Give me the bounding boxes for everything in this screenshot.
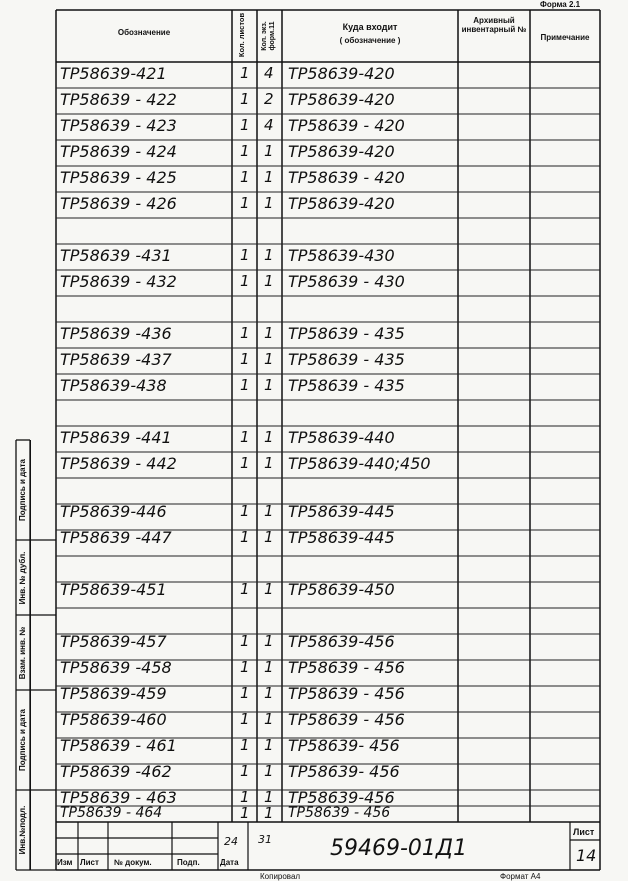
row-sheets-count: 1 (240, 788, 250, 806)
row-designation: ТР58639 -458 (60, 658, 172, 677)
row-where-used: ТР58639-440;450 (288, 454, 431, 473)
row-copies-count: 2 (264, 90, 274, 108)
row-designation: ТР58639 -436 (60, 324, 172, 343)
side-original-inv-number: Инв.№подл. (16, 790, 31, 870)
row-where-used: ТР58639 - 456 (288, 658, 405, 677)
row-designation: ТР58639 -431 (60, 246, 172, 265)
row-where-used: ТР58639-445 (288, 502, 395, 521)
row-designation: ТР58639 -441 (60, 428, 172, 447)
row-where-used: ТР58639-456 (288, 632, 395, 651)
row-where-used: ТР58639 - 456 (288, 684, 405, 703)
row-copies-count: 1 (264, 762, 274, 780)
row-copies-count: 1 (264, 804, 274, 822)
row-designation: ТР58639 -437 (60, 350, 172, 369)
header-designation: Обозначение (117, 28, 171, 37)
format-label: Формат А4 (500, 872, 541, 881)
row-where-used: ТР58639 - 435 (288, 376, 405, 395)
row-designation: ТР58639 - 426 (60, 194, 177, 213)
row-sheets-count: 1 (240, 710, 250, 728)
row-where-used: ТР58639-420 (288, 90, 395, 109)
row-copies-count: 1 (264, 246, 274, 264)
copied-label: Копировал (260, 872, 301, 881)
row-where-used: ТР58639-450 (288, 580, 395, 599)
row-sheets-count: 1 (240, 632, 250, 650)
row-where-used: ТР58639 - 456 (288, 710, 405, 729)
side-replaced-inv-number: Взам. инв. № (16, 615, 31, 690)
row-designation: ТР58639 -462 (60, 762, 172, 781)
tb-col-signature: Подп. (177, 858, 200, 867)
row-sheets-count: 1 (240, 168, 250, 186)
row-where-used: ТР58639 - 420 (288, 168, 405, 187)
row-copies-count: 1 (264, 272, 274, 290)
row-copies-count: 1 (264, 710, 274, 728)
side-signature-date: Подпись и дата (16, 440, 31, 540)
tb-mark-2: 31 (258, 833, 272, 846)
row-sheets-count: 1 (240, 194, 250, 212)
tb-col-date: Дата (220, 858, 239, 867)
header-where-used-sub: ( обозначение ) (339, 36, 401, 45)
row-copies-count: 1 (264, 168, 274, 186)
row-designation: ТР58639 - 442 (60, 454, 177, 473)
row-designation: ТР58639-438 (60, 376, 167, 395)
row-sheets-count: 1 (240, 528, 250, 546)
row-copies-count: 1 (264, 194, 274, 212)
row-sheets-count: 1 (240, 350, 250, 368)
tb-col-doc-number: № докум. (114, 858, 152, 867)
row-sheets-count: 1 (240, 762, 250, 780)
row-copies-count: 1 (264, 324, 274, 342)
row-sheets-count: 1 (240, 804, 250, 822)
row-where-used: ТР58639-456 (288, 788, 395, 807)
row-sheets-count: 1 (240, 272, 250, 290)
row-designation: ТР58639 -447 (60, 528, 172, 547)
row-copies-count: 1 (264, 376, 274, 394)
header-copies-count: Кол. экз. форм.11 (261, 21, 277, 51)
row-sheets-count: 1 (240, 502, 250, 520)
row-sheets-count: 1 (240, 324, 250, 342)
row-where-used: ТР58639-420 (288, 194, 395, 213)
side-signature-date-2: Подпись и дата (16, 690, 31, 790)
row-designation: ТР58639 - 423 (60, 116, 177, 135)
row-copies-count: 1 (264, 658, 274, 676)
row-sheets-count: 1 (240, 658, 250, 676)
row-where-used: ТР58639- 456 (288, 762, 400, 781)
row-designation: ТР58639 - 464 (60, 805, 163, 821)
doc-number: 59469-01Д1 (330, 836, 468, 861)
row-designation: ТР58639 - 422 (60, 90, 177, 109)
sheet-number: 14 (576, 846, 597, 865)
row-copies-count: 1 (264, 502, 274, 520)
row-where-used: ТР58639 - 430 (288, 272, 405, 291)
row-where-used: ТР58639-440 (288, 428, 395, 447)
row-sheets-count: 1 (240, 428, 250, 446)
sheet-label: Лист (573, 827, 595, 837)
row-copies-count: 1 (264, 632, 274, 650)
side-dup-inv-number: Инв. № дубл. (16, 540, 31, 615)
row-where-used: ТР58639 - 456 (288, 805, 391, 821)
row-copies-count: 1 (264, 350, 274, 368)
row-copies-count: 1 (264, 684, 274, 702)
row-designation: ТР58639-457 (60, 632, 167, 651)
row-where-used: ТР58639- 456 (288, 736, 400, 755)
row-where-used: ТР58639-420 (288, 142, 395, 161)
header-sheets-count: Кол. листов (237, 12, 246, 58)
row-where-used: ТР58639 - 435 (288, 350, 405, 369)
row-sheets-count: 1 (240, 64, 250, 82)
row-copies-count: 1 (264, 428, 274, 446)
row-sheets-count: 1 (240, 142, 250, 160)
row-designation: ТР58639 - 461 (60, 736, 177, 755)
row-sheets-count: 1 (240, 246, 250, 264)
row-copies-count: 1 (264, 454, 274, 472)
row-copies-count: 1 (264, 580, 274, 598)
row-designation: ТР58639-446 (60, 502, 167, 521)
row-sheets-count: 1 (240, 736, 250, 754)
row-copies-count: 1 (264, 528, 274, 546)
row-sheets-count: 1 (240, 116, 250, 134)
row-sheets-count: 1 (240, 580, 250, 598)
row-copies-count: 4 (264, 116, 274, 134)
row-copies-count: 4 (264, 64, 274, 82)
row-designation: ТР58639 - 425 (60, 168, 177, 187)
row-sheets-count: 1 (240, 90, 250, 108)
row-copies-count: 1 (264, 142, 274, 160)
row-designation: ТР58639 - 424 (60, 142, 177, 161)
tb-col-change: Изм (57, 858, 73, 867)
row-where-used: ТР58639-420 (288, 64, 395, 83)
row-sheets-count: 1 (240, 454, 250, 472)
row-where-used: ТР58639 - 435 (288, 324, 405, 343)
tb-col-sheet: Лист (80, 858, 99, 867)
header-archive-number: Архивный инвентарный № (461, 16, 527, 35)
row-where-used: ТР58639 - 420 (288, 116, 405, 135)
row-copies-count: 1 (264, 736, 274, 754)
header-note: Примечание (540, 33, 590, 42)
row-designation: ТР58639-460 (60, 710, 167, 729)
row-designation: ТР58639-421 (60, 64, 167, 83)
header-where-used: Куда входит (342, 22, 398, 32)
row-designation: ТР58639 - 432 (60, 272, 177, 291)
row-where-used: ТР58639-430 (288, 246, 395, 265)
row-designation: ТР58639-451 (60, 580, 167, 599)
tb-mark-1: 24 (224, 835, 238, 848)
row-designation: ТР58639 - 463 (60, 788, 177, 807)
form-label: Форма 2.1 (540, 0, 581, 9)
row-sheets-count: 1 (240, 376, 250, 394)
row-sheets-count: 1 (240, 684, 250, 702)
row-where-used: ТР58639-445 (288, 528, 395, 547)
row-copies-count: 1 (264, 788, 274, 806)
row-designation: ТР58639-459 (60, 684, 167, 703)
